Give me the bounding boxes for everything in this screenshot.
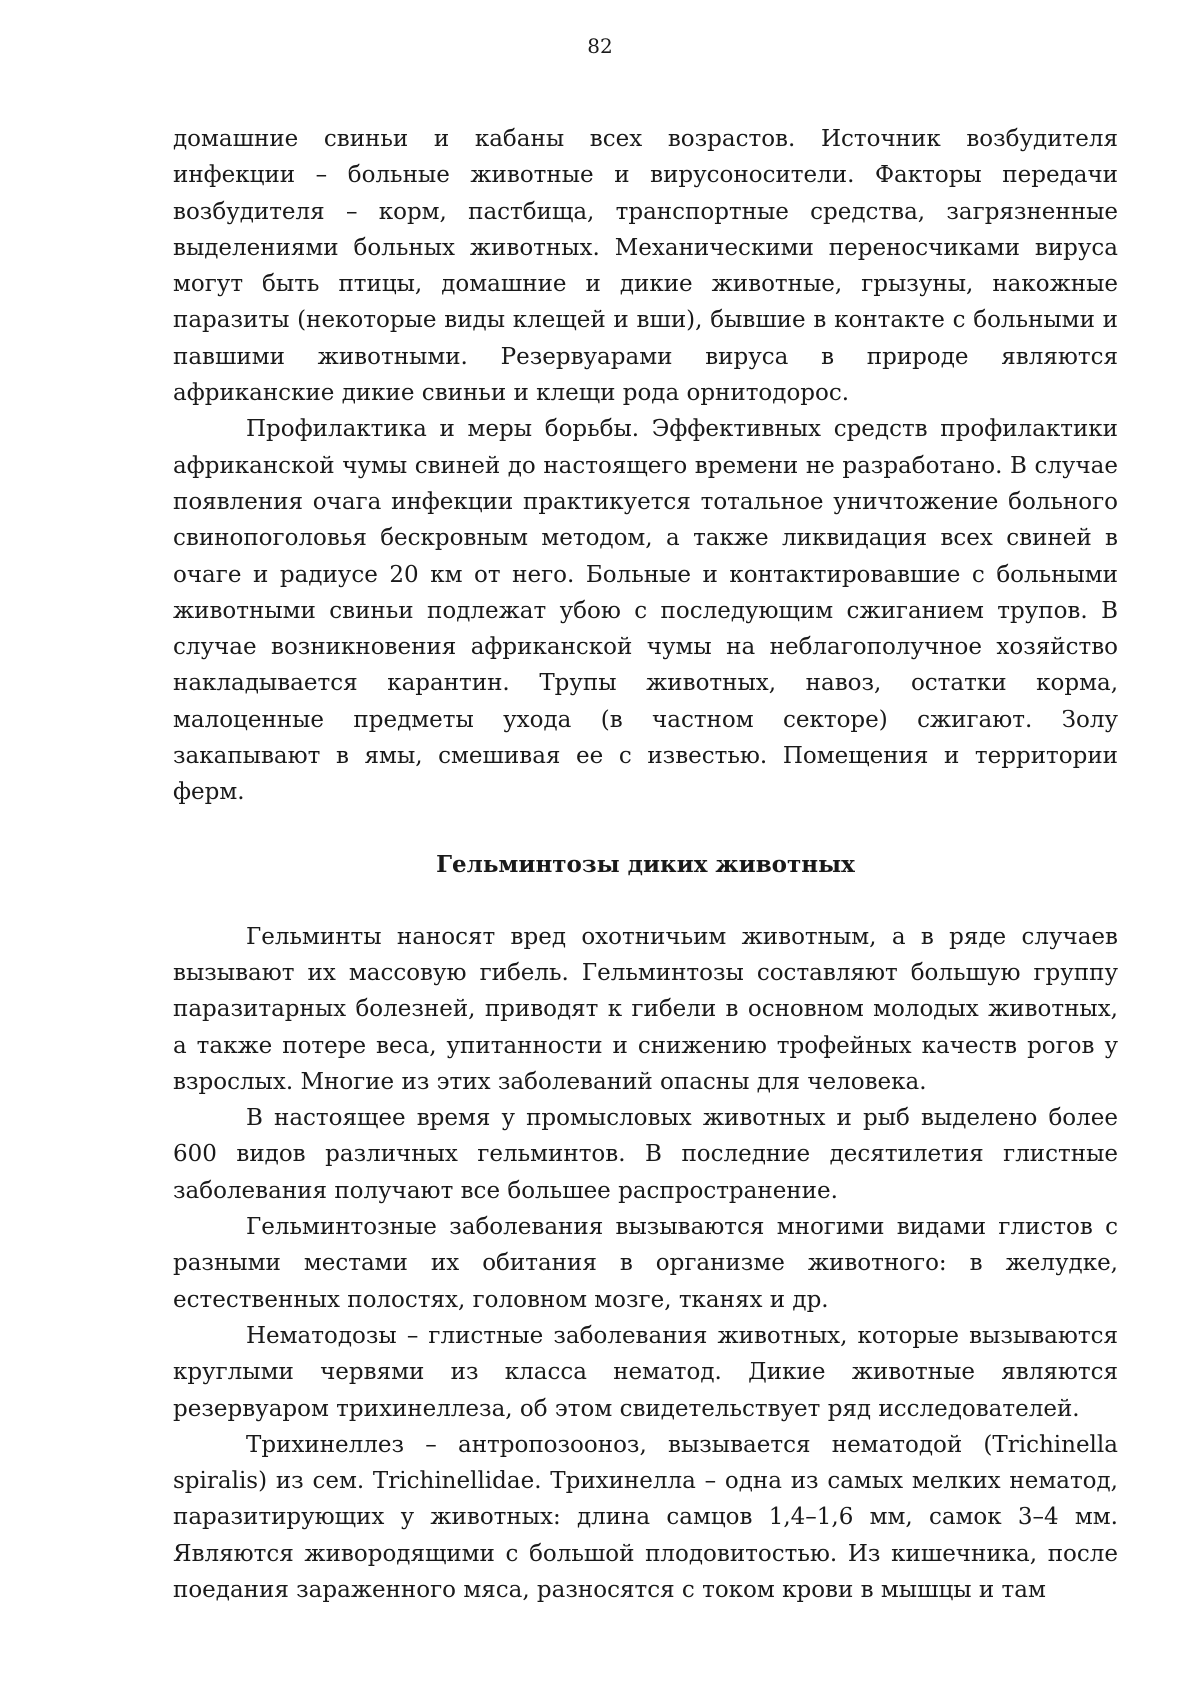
page-number: 82	[587, 34, 613, 58]
paragraph-trichinellosis: Трихинеллез – антропозооноз, вызывается нематодой (Trichinella spiralis) из сем. Trichinellidae. Трихинелла – одна из самых мелких нематод, паразитирующих у животных: длина самцов 1,4–1,6 мм, самок 3–4 мм. Являются живородящими с большой плодовитостью. Из кишечника, после поедания зараженного мяса, разносятся с током крови в мышцы и там	[173, 1431, 1118, 1603]
paragraph-nematodoses: Нематодозы – глистные заболевания животных, которые вызываются круглыми червями из класса нематод. Дикие животные являются резервуаром трихинеллеза, об этом свидетельствует ряд исследователей.	[173, 1322, 1118, 1422]
paragraph-helminth-diseases: Гельминтозные заболевания вызываются многими видами глистов с разными местами их обитания в организме животного: в желудке, естественных полостях, головном мозге, тканях и др.	[173, 1214, 1118, 1313]
paragraph-helminth-species: В настоящее время у промысловых животных и рыб выделено более 600 видов различных гельминтов. В последние десятилетия глистные заболевания получают все большее распространение.	[173, 1105, 1118, 1204]
paragraph-prevention: Профилактика и меры борьбы. Эффективных средств профилактики африканской чумы свиней до настоящего времени не разработано. В случае появления очага инфекции практикуется тотальное уничтожение больного свинопоголовья бескровным методом, а также ликвидация всех свиней в очаге и радиусе 20 км от него. Больные и контактировавшие с больными животными свиньи подлежат убою с последующим сжиганием трупов. В случае возникновения африканской чумы на неблагополучное хозяйство накладывается карантин. Трупы животных, навоз, остатки корма, малоценные предметы ухода (в частном секторе) сжигают. Золу закапывают в ямы, смешивая ее с известью. Помещения и территории ферм.	[173, 416, 1118, 806]
section-heading: Гельминтозы диких животных	[436, 850, 855, 878]
paragraph-continued: домашние свиньи и кабаны всех возрастов. Источник возбудителя инфекции – больные животные и вирусоносители. Факторы передачи возбудителя – корм, пастбища, транспортные средства, загрязненные выделениями больных животных. Механическими переносчиками вируса могут быть птицы, домашние и дикие животные, грызуны, накожные паразиты (некоторые виды клещей и вши), бывшие в контакте с больными и павшими животными. Резервуарами вируса в природе являются африканские дикие свиньи и клещи рода орнитодорос.	[173, 126, 1118, 407]
page-body	[173, 121, 1118, 1608]
paragraph-helminths-harm: Гельминты наносят вред охотничьим животным, а в ряде случаев вызывают их массовую гибель. Гельминтозы составляют большую группу паразитарных болезней, приводят к гибели в основном молодых животных, а также потере веса, упитанности и снижению трофейных качеств рогов у взрослых. Многие из этих заболеваний опасны для человека.	[173, 923, 1118, 1095]
